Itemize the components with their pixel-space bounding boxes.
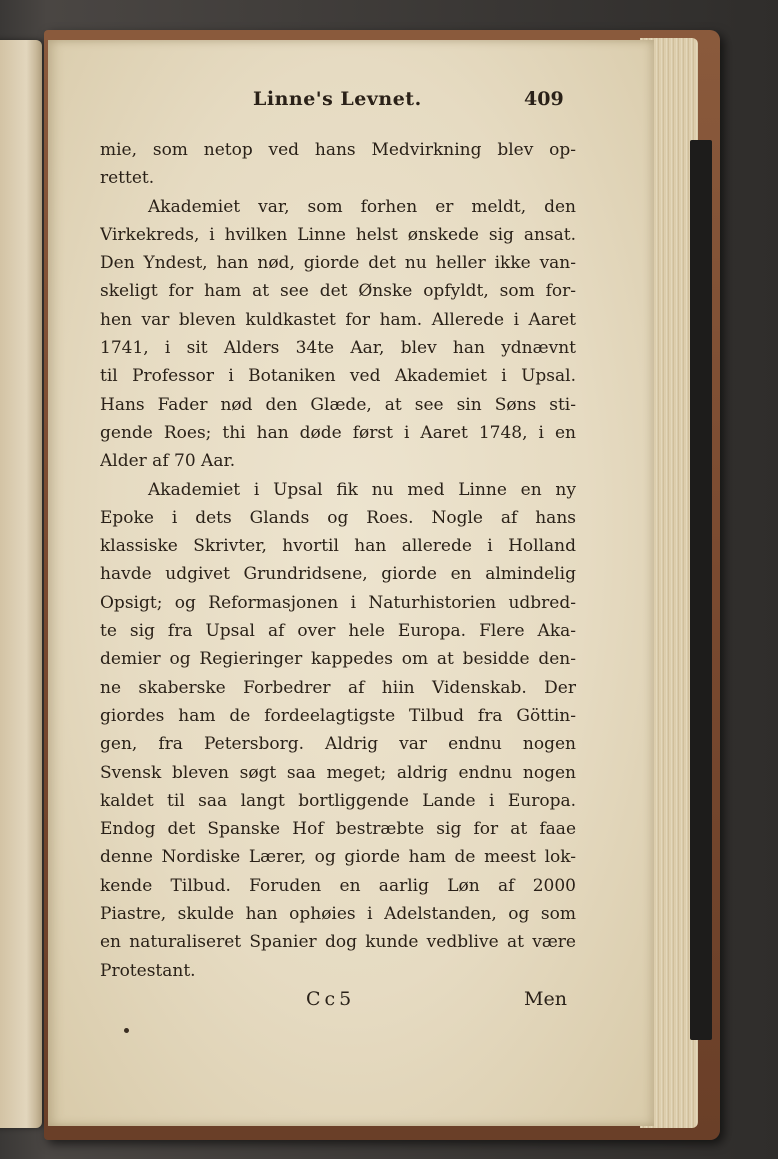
signature-mark: Cc5 [306,988,356,1010]
text-line: Virkekreds, i hvilken Linne helst ønskede sig ansat. [100,224,576,245]
book-page [48,40,654,1126]
text-line: kaldet til saa langt bortliggende Lande i Europa. [100,790,576,811]
ink-speck [124,1028,129,1033]
text-line: Akademiet var, som forhen er meldt, den [148,196,576,217]
text-line: ne skaberske Forbedrer af hiin Videnskab. Der [100,677,576,698]
facing-page-edge [0,40,42,1128]
page-number: 409 [524,88,564,110]
text-line: Den Yndest, han nød, giorde det nu heller ikke van- [100,253,576,274]
page-header [48,88,654,118]
text-line: Akademiet i Upsal fik nu med Linne en ny [148,479,576,500]
text-line: mie, som netop ved hans Medvirkning blev op- [100,140,576,160]
text-line: gende Roes; thi han døde først i Aaret 1748, i en [100,422,576,443]
text-line: Opsigt; og Reformasjonen i Naturhistorien udbred- [100,592,576,613]
text-line: Svensk bleven søgt saa meget; aldrig endnu nogen [100,762,576,783]
text-line: skeligt for ham at see det Ønske opfyldt, som for- [100,281,576,302]
text-line: demier og Regieringer kappedes om at besidde den- [100,649,576,670]
text-line: til Professor i Botaniken ved Akademiet i Upsal. [100,366,576,387]
text-line: giordes ham de fordeelagtigste Tilbud fra Göttin- [100,705,576,726]
text-line: 1741, i sit Alders 34te Aar, blev han ydnævnt [100,338,576,359]
text-line: Alder af 70 Aar. [100,451,236,472]
text-line: te sig fra Upsal af over hele Europa. Flere Aka- [100,621,576,642]
text-line: Protestant. [100,960,196,981]
text-line: Epoke i dets Glands og Roes. Nogle af hans [100,507,576,528]
catchword: Men [524,988,567,1010]
text-line: klassiske Skrivter, hvortil han allerede i Holland [100,536,576,557]
text-line: Piastre, skulde han ophøies i Adelstanden, og som [100,904,576,925]
text-line: havde udgivet Grundridsene, giorde en almindelig [100,564,576,585]
text-line: gen, fra Petersborg. Aldrig var endnu nogen [100,734,576,755]
text-line: kende Tilbud. Foruden en aarlig Løn af 2000 [100,875,576,896]
text-line: hen var bleven kuldkastet for ham. Allerede i Aaret [100,309,576,330]
text-line: denne Nordiske Lærer, og giorde ham de meest lok- [100,847,576,868]
text-line: Endog det Spanske Hof bestræbte sig for at faae [100,819,576,840]
page-footer [48,988,654,1018]
text-line: en naturaliseret Spanier dog kunde vedblive at være [100,932,576,953]
text-line: Hans Fader nød den Glæde, at see sin Søns sti- [100,394,576,415]
binding-strip [690,140,712,1040]
body-text [100,136,576,985]
running-head: Linne's Levnet. [253,88,422,110]
text-line: rettet. [100,168,155,189]
